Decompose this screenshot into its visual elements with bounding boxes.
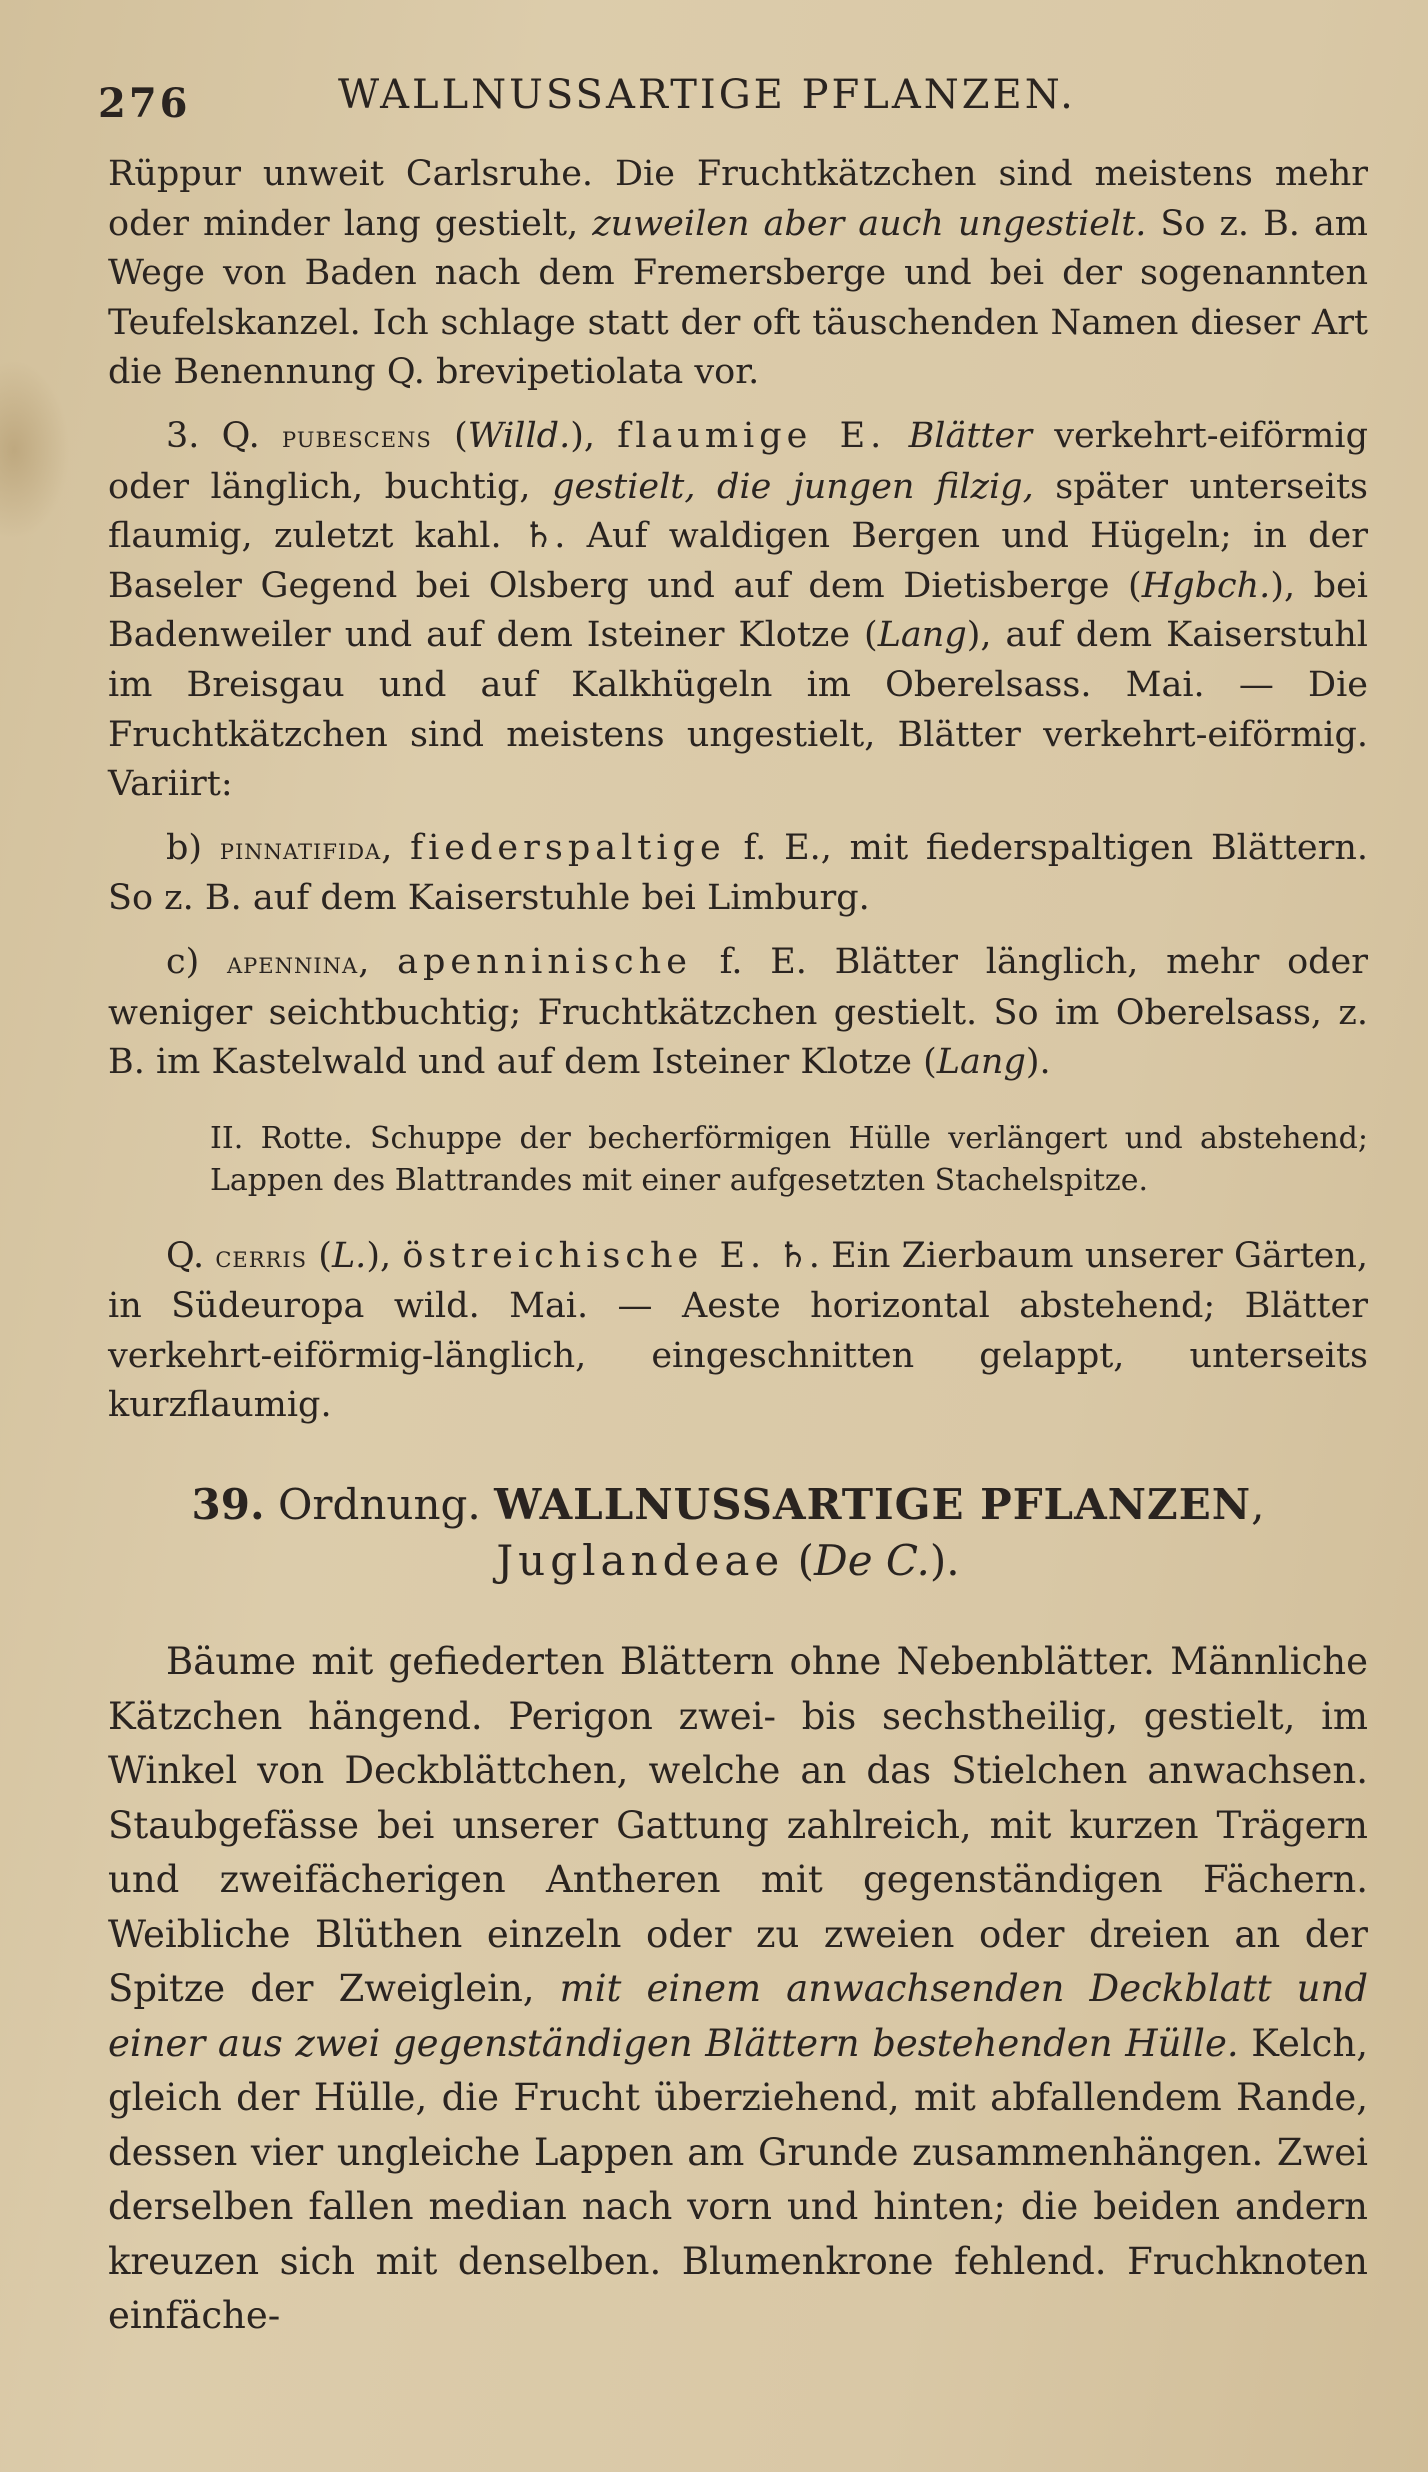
text: Rüppur unweit Carlsruhe. Die Fruchtkätzchen sind meistens mehr oder minder lang gestielt,	[108, 154, 1368, 244]
text: später unterseits flaumig, zuletzt kahl. ♄. Auf waldigen Bergen und Hügeln; in der Baseler Gegend bei Olsberg und auf dem Dietisberge (	[108, 466, 1368, 606]
text: verkehrt-eiförmig oder länglich, buchtig,	[108, 415, 1368, 507]
text: ♄. Ein Zierbaum unserer Gärten, in Südeuropa wild. Mai. — Aeste horizontal abstehend; Blätter verkehrt-eiförmig-länglich, eingeschnitten gelappt, unterseits kurzflaumig.	[108, 1235, 1369, 1426]
text: ).	[1025, 1042, 1051, 1083]
text: Bäume mit gefiederten Blättern ohne Nebenblätter. Männliche Kätzchen hängend. Perigon zwei- bis sechstheilig, gestielt, im Winkel von Deckblättchen, welche an das Stielchen anwachsen. Staubgefässe bei unserer Gattung zahlreich, mit kurzen Trägern und zweifächerigen Antheren mit gegenständigen Fächern. Weibliche Blüthen einzeln oder zu zweien oder dreien an der Spitze der Zweiglein,	[108, 1640, 1368, 2011]
order-number: 39.	[191, 1480, 265, 1530]
order-title: WALLNUSSARTIGE PFLANZEN	[494, 1480, 1252, 1530]
page-body	[108, 150, 1368, 2344]
common-name: apenninische	[397, 941, 692, 982]
author-abbrev: Willd.	[467, 415, 571, 456]
species-number: 3. Q.	[166, 415, 283, 456]
text: ,	[381, 827, 411, 868]
text: Kelch, gleich der Hülle, die Frucht überziehend, mit abfallendem Rande, dessen vier ungleiche Lappen am Grunde zusammenhängen. Zwei derselben fallen median nach vorn und hinten; die beiden andern kreuzen sich mit denselben. Blumenkrone fehlend. Fruchknoten einfäche-	[108, 2021, 1368, 2338]
common-name: flaumige E.	[617, 415, 887, 456]
paragraph-continuation	[108, 150, 1368, 398]
italic-text: gestielt, die jungen filzig,	[552, 466, 1034, 507]
italic-text: mit einem anwachsenden Deckblatt und einer aus zwei gegenständigen Blättern bestehenden Hülle.	[108, 1967, 1369, 2065]
text: ).	[929, 1536, 960, 1586]
page-stain	[0, 360, 70, 540]
text: ),	[570, 415, 618, 456]
author-abbrev: Hgbch.	[1141, 565, 1271, 606]
species-name: cerris	[215, 1239, 308, 1275]
text: f. E. Blätter länglich, mehr oder weniger seichtbuchtig; Fruchtkätzchen gestielt. So im Oberelsass, z. B. im Kastelwald und auf dem Isteiner Klotze (	[108, 941, 1368, 1083]
order-latin-name: Juglandeae	[496, 1536, 785, 1586]
text: ,	[358, 941, 398, 982]
text: ,	[1251, 1480, 1265, 1530]
text: So z. B. am Wege von Baden nach dem Fremersberge und bei der sogenannten Teufelskanzel. Ich schlage statt der oft täuschenden Namen dieser Art die Benennung Q. brevipetiolata vor.	[108, 203, 1368, 393]
variety-name: pinnatifida	[219, 831, 382, 867]
author-abbrev: L.	[331, 1235, 367, 1276]
order-heading	[108, 1477, 1368, 1589]
species-quercus-cerris	[108, 1232, 1368, 1431]
text: ), bei Badenweiler und auf dem Isteiner Klotze (	[108, 565, 1368, 656]
text: (	[307, 1235, 332, 1276]
common-name: fiederspaltige	[410, 827, 726, 868]
text: f. E., mit fiederspaltigen Blättern. So z. B. auf dem Kaiserstuhle bei Limburg.	[108, 827, 1368, 919]
text: ), auf dem Kaiserstuhl im Breisgau und auf Kalkhügeln im Oberelsass. Mai. — Die Fruchtkätzchen sind meistens ungestielt, Blätter verkehrt-eiförmig. Variirt:	[108, 615, 1368, 805]
text: ),	[366, 1235, 403, 1276]
text: Q.	[166, 1235, 216, 1276]
author-abbrev: Lang	[936, 1042, 1026, 1083]
italic-text: Blätter	[908, 415, 1032, 456]
running-title: WALLNUSSARTIGE PFLANZEN.	[338, 72, 1076, 118]
variety-apennina	[108, 938, 1368, 1088]
text: c)	[166, 941, 227, 982]
text: (	[784, 1536, 815, 1586]
common-name: östreichische E.	[402, 1235, 767, 1276]
order-description	[108, 1635, 1368, 2344]
text: b)	[166, 827, 220, 868]
variety-pinnatifida	[108, 824, 1368, 924]
author-abbrev: De C.	[814, 1536, 930, 1586]
text	[886, 416, 908, 456]
species-quercus-pubescens	[108, 412, 1368, 810]
italic-text: zuweilen aber auch ungestielt.	[592, 203, 1147, 244]
species-name: pubescens	[282, 419, 432, 455]
rotte-heading: II. Rotte. Schuppe der becherförmigen Hülle verlängert und abstehend; Lappen des Blattrandes mit einer aufgesetzten Stachelspitze.	[210, 1120, 1368, 1198]
page-number: 276	[98, 80, 191, 127]
page-header	[98, 72, 1378, 142]
author-abbrev: Lang	[877, 615, 967, 656]
text: (	[431, 415, 468, 456]
order-label: Ordnung.	[264, 1480, 495, 1530]
variety-name: apennina	[227, 945, 359, 981]
